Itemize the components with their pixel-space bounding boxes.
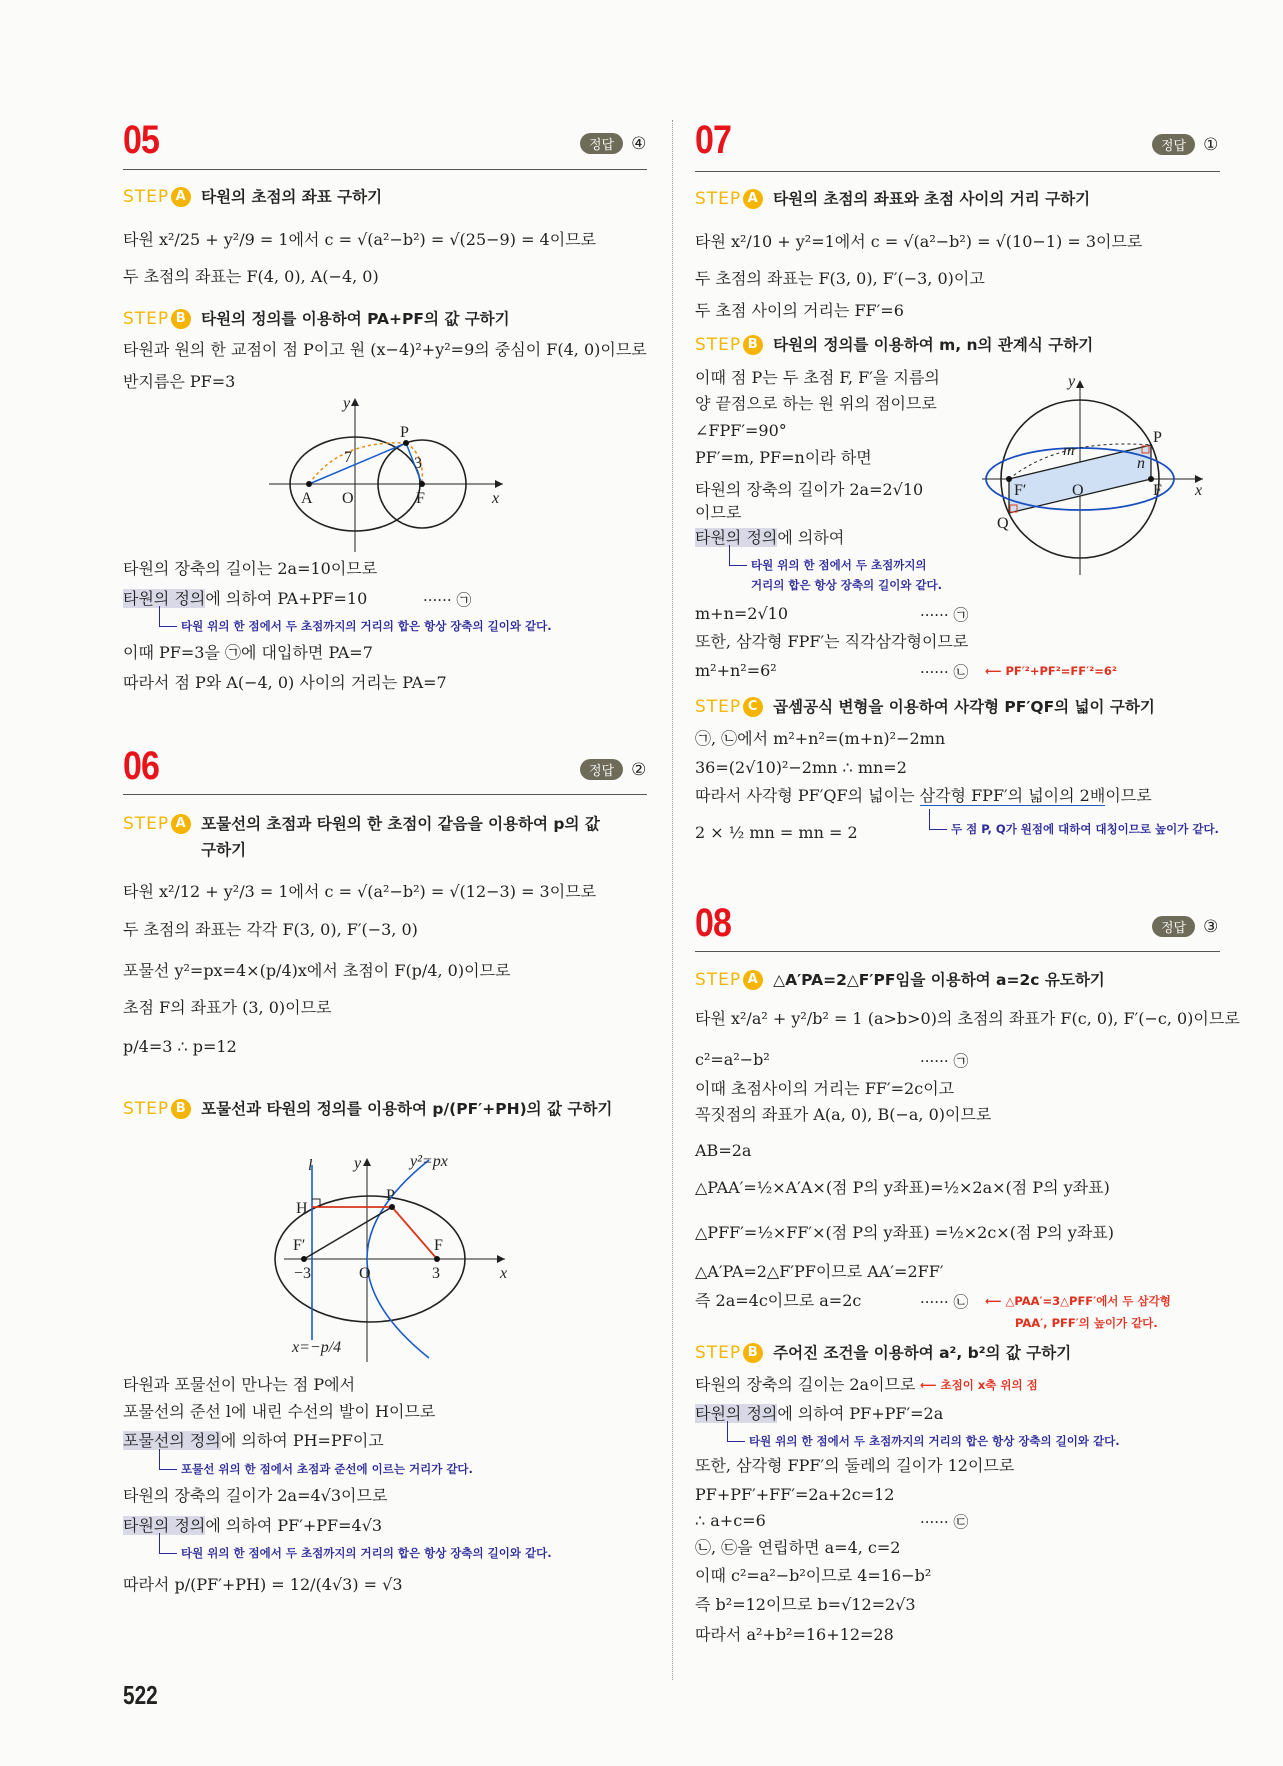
step-title: 주어진 조건을 이용하여 a², b²의 값 구하기	[773, 1344, 1072, 1362]
answer-value: ④	[631, 133, 647, 154]
length-7-label: 7	[344, 449, 352, 466]
step-title	[201, 811, 600, 863]
parabola-label: y²=px	[410, 1153, 448, 1170]
solution-line: 즉 b²=12이므로 b=√12=2√3	[695, 1595, 916, 1614]
step-title: 타원의 정의를 이용하여 PA+PF의 값 구하기	[201, 310, 510, 328]
solution-line: 타원의 장축의 길이는 2a이므로	[695, 1375, 916, 1394]
highlighted-term: 타원의 정의	[123, 589, 206, 608]
side-note: ⟵ PF′²+PF²=FF′²=6²	[985, 664, 1117, 678]
solution-line: ㉡, ㉢을 연립하면 a=4, c=2	[695, 1538, 901, 1557]
answer-value: ②	[631, 759, 647, 780]
annotation-note: 타원 위의 한 점에서 두 초점까지의 거리의 합은 항상 장축의 길이와 같다.	[155, 1543, 552, 1563]
equation-ref: ······ ㉠	[423, 591, 472, 609]
underlined-text: 삼각형 FPF′의 넓이의 2배	[919, 786, 1106, 805]
solution-line: 이므로	[695, 503, 742, 522]
solution-line: 포물선 y²=px=4×(p/4)x에서 초점이 F(p/4, 0)이므로	[123, 961, 511, 980]
header-rule	[123, 794, 647, 795]
step-title: 타원의 초점의 좌표 구하기	[201, 188, 383, 206]
solution-line: △A′PA=2△F′PF이므로 AA′=2FF′	[695, 1262, 944, 1281]
step-letter: C	[743, 697, 763, 717]
x-axis-arrow	[495, 480, 503, 488]
highlighted-term: 포물선의 정의	[123, 1431, 221, 1450]
solution-line: 이때 c²=a²−b²이므로 4=16−b²	[695, 1566, 932, 1585]
step-b-heading	[695, 1340, 1071, 1366]
solution-line: 두 초점 사이의 거리는 FF′=6	[695, 301, 904, 320]
solution-line: 이때 PF=3을 ㉠에 대입하면 PA=7	[123, 643, 373, 662]
answer-badge	[1152, 916, 1218, 937]
step-letter: B	[171, 1099, 191, 1119]
solution-line: c²=a²−b²	[695, 1050, 770, 1069]
point-f	[419, 481, 425, 487]
step-label: STEP	[123, 309, 170, 329]
problem-number: 06	[123, 744, 160, 788]
solution-line: 2 × ½ mn = mn = 2	[695, 823, 858, 842]
solution-line: AB=2a	[695, 1141, 752, 1160]
solution-line: 즉 2a=4c이므로 a=2c	[695, 1291, 862, 1310]
point-f-prime	[301, 1256, 307, 1262]
step-label: STEP	[123, 1099, 170, 1119]
p-label: P	[400, 424, 409, 441]
step-label: STEP	[695, 1343, 742, 1363]
solution-line: m²+n²=6²	[695, 661, 777, 680]
step-a-heading	[123, 811, 600, 863]
note-line: 거리의 합은 항상 장축의 길이와 같다.	[751, 578, 943, 592]
solution-line	[695, 784, 1152, 808]
line-text: 따라서 사각형 PF′QF의 넓이는	[695, 786, 920, 805]
step-title-line: 포물선의 초점과 타원의 한 초점이 같음을 이용하여 p의 값	[201, 815, 600, 833]
step-letter: A	[171, 814, 191, 834]
answer-label: 정답	[1152, 916, 1195, 937]
point-a	[306, 481, 312, 487]
solution-line: 타원의 장축의 길이는 2a=10이므로	[123, 559, 378, 578]
header-rule	[695, 951, 1220, 952]
a-label: A	[301, 490, 313, 507]
answer-label: 정답	[580, 759, 623, 780]
solution-line: PF+PF′+FF′=2a+2c=12	[695, 1485, 895, 1504]
solution-line: 따라서 점 P와 A(−4, 0) 사이의 거리는 PA=7	[123, 673, 447, 692]
solution-line: 타원 x²/25 + y²/9 = 1에서 c = √(a²−b²) = √(25−9) = 4이므로	[123, 230, 597, 249]
problem-number: 07	[695, 118, 732, 162]
annotation-note: 타원 위의 한 점에서 두 초점까지의 거리의 합은 항상 장축의 길이와 같다.	[723, 1431, 1120, 1451]
answer-value: ①	[1203, 134, 1219, 155]
m-label: m	[1063, 442, 1075, 459]
p-label: P	[386, 1187, 395, 1204]
x-label: x	[1195, 482, 1203, 499]
length-3-label: 3	[414, 455, 422, 472]
x-axis-arrow	[497, 1255, 505, 1263]
highlighted-term: 타원의 정의	[695, 528, 778, 547]
solution-line: ㉠, ㉡에서 m²+n²=(m+n)²−2mn	[695, 729, 946, 748]
tick-3: 3	[432, 1265, 440, 1282]
side-note-line: PAA′, PFF′의 높이가 같다.	[1015, 1316, 1158, 1330]
annotation-note: 타원 위의 한 점에서 두 초점까지의 거리의 합은 항상 장축의 길이와 같다.	[155, 616, 552, 636]
answer-label: 정답	[580, 133, 623, 154]
y-label: y	[354, 1155, 362, 1172]
solution-line: 반지름은 PF=3	[123, 372, 236, 391]
answer-label: 정답	[1152, 134, 1195, 155]
directrix-label: x=−p/4	[292, 1339, 342, 1356]
solution-line: 두 초점의 좌표는 각각 F(3, 0), F′(−3, 0)	[123, 920, 418, 939]
f-prime-label: F′	[293, 1237, 306, 1254]
solution-line: 타원과 원의 한 교점이 점 P이고 원 (x−4)²+y²=9의 중심이 F(4, 0)이므로	[123, 340, 647, 359]
note-line: 타원 위의 한 점에서 두 초점까지의	[751, 558, 927, 572]
solution-line: 이때 초점사이의 거리는 FF′=2c이고	[695, 1079, 955, 1098]
equation-ref: ······ ㉢	[920, 1513, 969, 1531]
y-axis-arrow	[351, 398, 359, 406]
solution-line: 따라서 a²+b²=16+12=28	[695, 1625, 894, 1644]
solution-line: 타원 x²/10 + y²=1에서 c = √(a²−b²) = √(10−1) = 3이므로	[695, 232, 1143, 251]
annotation-note	[725, 555, 942, 595]
equation-ref: ······ ㉡	[920, 1293, 969, 1311]
side-note	[985, 1290, 1171, 1334]
solution-line: 또한, 삼각형 FPF′의 둘레의 길이가 12이므로	[695, 1456, 1015, 1475]
f-label: F	[416, 490, 425, 507]
line-text: 에 의하여 PA+PF=10	[205, 589, 368, 608]
f-label: F	[434, 1237, 443, 1254]
step-title: 곱셈공식 변형을 이용하여 사각형 PF′QF의 넓이 구하기	[773, 698, 1155, 716]
step-label: STEP	[695, 335, 742, 355]
y-axis-arrow	[363, 1158, 371, 1166]
l-label: l	[308, 1157, 313, 1174]
problem-number: 05	[123, 118, 160, 162]
solution-line: △PFF′=½×FF′×(점 P의 y좌표) =½×2c×(점 P의 y좌표)	[695, 1223, 1114, 1242]
step-title: △A′PA=2△F′PF임을 이용하여 a=2c 유도하기	[773, 971, 1105, 989]
solution-line: 또한, 삼각형 FPF′는 직각삼각형이므로	[695, 632, 969, 651]
side-note: ⟵ 초점이 x축 위의 점	[920, 1378, 1038, 1392]
f-label: F	[1153, 482, 1162, 499]
origin-label: O	[1072, 482, 1084, 499]
point-f	[434, 1256, 440, 1262]
q-label: Q	[997, 515, 1009, 532]
step-label: STEP	[695, 189, 742, 209]
line-text: 에 의하여	[777, 528, 845, 547]
equation-ref: ······ ㉠	[920, 606, 969, 624]
equation-ref: ······ ㉡	[920, 663, 969, 681]
step-c-heading	[695, 694, 1155, 720]
line-text: 에 의하여 PH=PF이고	[220, 1431, 384, 1450]
solution-line: 초점 F의 좌표가 (3, 0)이므로	[123, 998, 332, 1017]
solution-line: 타원과 포물선이 만나는 점 P에서	[123, 1375, 356, 1394]
line-text: 이므로	[1105, 786, 1152, 805]
solution-line: 타원의 장축의 길이가 2a=4√3이므로	[123, 1486, 388, 1505]
equation-ref: ······ ㉠	[920, 1052, 969, 1070]
tick-minus-3: −3	[294, 1265, 312, 1282]
solution-line: PF′=m, PF=n이라 하면	[695, 448, 872, 467]
solution-line: 타원 x²/a² + y²/b² = 1 (a>b>0)의 초점의 좌표가 F(c, 0), F′(−c, 0)이므로	[695, 1009, 1240, 1028]
step-title: 타원의 초점의 좌표와 초점 사이의 거리 구하기	[773, 190, 1091, 208]
line-text: 에 의하여 PF+PF′=2a	[777, 1404, 944, 1423]
solution-line	[695, 526, 844, 550]
y-axis-arrow	[1076, 380, 1084, 388]
point-p	[389, 1204, 395, 1210]
segment-pf	[392, 1207, 437, 1259]
page-number: 522	[123, 1680, 158, 1710]
origin-label: O	[359, 1265, 371, 1282]
annotation-note: 포물선 위의 한 점에서 초점과 준선에 이르는 거리가 같다.	[155, 1459, 473, 1479]
x-label: x	[492, 490, 500, 507]
segment-pf-prime	[304, 1207, 392, 1259]
y-label: y	[1068, 373, 1076, 390]
solution-line: 타원 x²/12 + y²/3 = 1에서 c = √(a²−b²) = √(12−3) = 3이므로	[123, 882, 597, 901]
step-a-heading	[695, 967, 1105, 993]
solution-line: 양 끝점으로 하는 원 위의 점이므로	[695, 394, 937, 413]
solution-line: ∴ a+c=6	[695, 1511, 766, 1530]
step-title-line: 구하기	[201, 841, 247, 859]
solution-line: 36=(2√10)²−2mn ∴ mn=2	[695, 758, 907, 777]
step-letter: B	[743, 335, 763, 355]
p-label: P	[1153, 429, 1162, 446]
step-letter: A	[743, 970, 763, 990]
step-letter: A	[743, 189, 763, 209]
step-letter: A	[171, 187, 191, 207]
step-letter: B	[171, 309, 191, 329]
n-label: n	[1137, 455, 1145, 472]
x-label: x	[500, 1265, 508, 1282]
h-label: H	[296, 1200, 308, 1217]
line-text: 에 의하여 PF′+PF=4√3	[205, 1516, 383, 1535]
highlighted-term: 타원의 정의	[123, 1516, 206, 1535]
solution-line: 꼭짓점의 좌표가 A(a, 0), B(−a, 0)이므로	[695, 1105, 992, 1124]
step-label: STEP	[695, 697, 742, 717]
solution-line: p/4=3 ∴ p=12	[123, 1037, 237, 1056]
f-prime-label: F′	[1014, 482, 1027, 499]
y-label: y	[343, 395, 351, 412]
solution-line: 이때 점 P는 두 초점 F, F′을 지름의	[695, 368, 940, 387]
answer-value: ③	[1203, 916, 1219, 937]
solution-line: 타원의 장축의 길이가 2a=2√10	[695, 480, 924, 499]
step-label: STEP	[695, 970, 742, 990]
step-b-heading	[123, 1096, 612, 1122]
highlighted-term: 타원의 정의	[695, 1404, 778, 1423]
origin-label: O	[342, 490, 354, 507]
step-a-heading	[695, 186, 1090, 212]
answer-badge	[1152, 134, 1218, 155]
side-note-line: ⟵ △PAA′=3△PFF′에서 두 삼각형	[985, 1294, 1171, 1308]
solution-line: 두 초점의 좌표는 F(4, 0), A(−4, 0)	[123, 267, 379, 286]
solution-line: 포물선의 준선 l에 내린 수선의 발이 H이므로	[123, 1402, 436, 1421]
answer-badge	[580, 759, 646, 780]
solution-line: ∠FPF′=90°	[695, 421, 787, 440]
step-letter: B	[743, 1343, 763, 1363]
problem-number: 08	[695, 901, 732, 945]
step-title: 포물선과 타원의 정의를 이용하여 p/(PF′+PH)의 값 구하기	[201, 1100, 613, 1118]
step-label: STEP	[123, 814, 170, 834]
solution-line: m+n=2√10	[695, 604, 789, 623]
step-label: STEP	[123, 187, 170, 207]
solution-line: 따라서 p/(PF′+PH) = 12/(4√3) = √3	[123, 1575, 403, 1594]
solution-line: 두 초점의 좌표는 F(3, 0), F′(−3, 0)이고	[695, 269, 985, 288]
step-b-heading	[695, 332, 1093, 358]
step-title: 타원의 정의를 이용하여 m, n의 관계식 구하기	[773, 336, 1094, 354]
annotation-note: 두 점 P, Q가 원점에 대하여 대칭이므로 높이가 같다.	[925, 819, 1219, 839]
header-rule	[695, 171, 1220, 172]
point-f-prime	[1006, 476, 1012, 482]
solution-line: △PAA′=½×A′A×(점 P의 y좌표)=½×2a×(점 P의 y좌표)	[695, 1178, 1110, 1197]
